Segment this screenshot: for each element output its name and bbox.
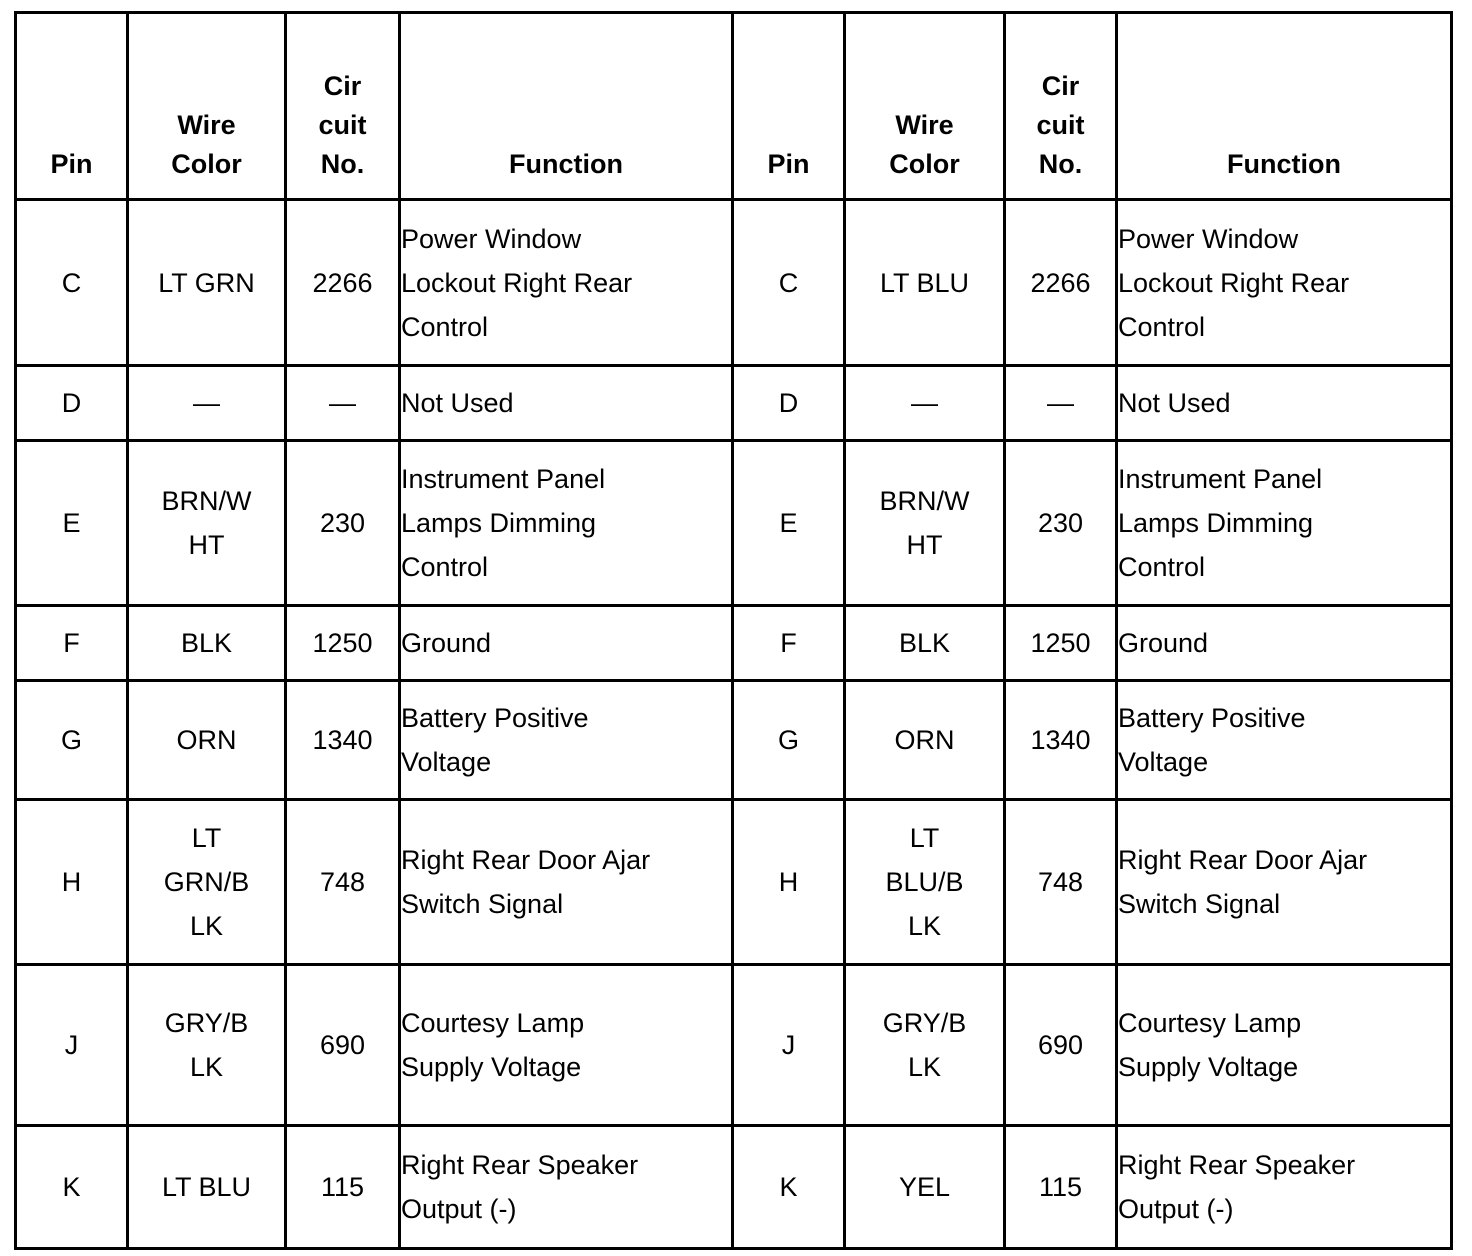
wire-color-cell-right: BLK [845,606,1005,681]
circuit-no-cell-right: 115 [1005,1126,1117,1249]
header-wire-color-right: Wire Color [845,13,1005,200]
circuit-no-cell-right: 690 [1005,965,1117,1126]
pin-cell-right: H [733,800,845,965]
table-row [16,200,1452,366]
wire-color-cell-right: LT BLU [845,200,1005,366]
pin-cell-left: F [16,606,128,681]
header-circuit-no-right: Cir cuit No. [1005,13,1117,200]
circuit-no-cell-left: 1250 [286,606,400,681]
wire-color-cell-left: — [128,366,286,441]
header-wire-color-left: Wire Color [128,13,286,200]
wire-color-cell-right: — [845,366,1005,441]
function-cell-right: Not Used [1117,366,1452,441]
circuit-no-cell-left: 230 [286,441,400,606]
header-function-right: Function [1117,13,1452,200]
circuit-no-cell-right: 1250 [1005,606,1117,681]
table-row [16,800,1452,965]
circuit-no-cell-left: 115 [286,1126,400,1249]
wire-color-cell-left: BRN/W HT [128,441,286,606]
pin-rows [16,200,1452,1249]
circuit-no-cell-left: 690 [286,965,400,1126]
wire-color-cell-left: LT GRN/B LK [128,800,286,965]
header-pin-right: Pin [733,13,845,200]
pin-cell-left: E [16,441,128,606]
pin-cell-right: G [733,681,845,800]
pin-cell-left: D [16,366,128,441]
wire-color-cell-left: GRY/B LK [128,965,286,1126]
function-cell-right: Right Rear Speaker Output (-) [1117,1126,1452,1249]
circuit-no-cell-right: 230 [1005,441,1117,606]
circuit-no-cell-right: 748 [1005,800,1117,965]
table-row [16,681,1452,800]
header-pin-left: Pin [16,13,128,200]
table-row [16,366,1452,441]
pin-cell-right: F [733,606,845,681]
circuit-no-cell-left: 2266 [286,200,400,366]
header-function-left: Function [400,13,733,200]
function-cell-right: Right Rear Door Ajar Switch Signal [1117,800,1452,965]
wire-color-cell-left: ORN [128,681,286,800]
function-cell-left: Courtesy Lamp Supply Voltage [400,965,733,1126]
pin-cell-right: D [733,366,845,441]
table-row [16,441,1452,606]
function-cell-left: Battery Positive Voltage [400,681,733,800]
table-row [16,1126,1452,1249]
function-cell-right: Battery Positive Voltage [1117,681,1452,800]
function-cell-left: Instrument Panel Lamps Dimming Control [400,441,733,606]
pin-cell-right: J [733,965,845,1126]
circuit-no-cell-left: — [286,366,400,441]
circuit-no-cell-right: 1340 [1005,681,1117,800]
circuit-no-cell-left: 1340 [286,681,400,800]
header-circuit-no-left: Cir cuit No. [286,13,400,200]
wire-color-cell-right: BRN/W HT [845,441,1005,606]
pin-cell-left: J [16,965,128,1126]
function-cell-left: Ground [400,606,733,681]
wire-color-cell-left: LT GRN [128,200,286,366]
wire-color-cell-left: LT BLU [128,1126,286,1249]
function-cell-left: Right Rear Speaker Output (-) [400,1126,733,1249]
circuit-no-cell-left: 748 [286,800,400,965]
pin-cell-left: H [16,800,128,965]
pin-cell-right: K [733,1126,845,1249]
function-cell-left: Not Used [400,366,733,441]
function-cell-right: Power Window Lockout Right Rear Control [1117,200,1452,366]
pin-cell-right: C [733,200,845,366]
pin-cell-right: E [733,441,845,606]
wire-color-cell-right: YEL [845,1126,1005,1249]
table-row [16,606,1452,681]
function-cell-left: Power Window Lockout Right Rear Control [400,200,733,366]
wire-color-cell-right: GRY/B LK [845,965,1005,1126]
wire-color-cell-left: BLK [128,606,286,681]
table-row [16,965,1452,1126]
circuit-no-cell-right: — [1005,366,1117,441]
function-cell-left: Right Rear Door Ajar Switch Signal [400,800,733,965]
pin-cell-left: K [16,1126,128,1249]
header-row [16,13,1452,200]
pin-cell-left: C [16,200,128,366]
wire-color-cell-right: ORN [845,681,1005,800]
function-cell-right: Instrument Panel Lamps Dimming Control [1117,441,1452,606]
function-cell-right: Ground [1117,606,1452,681]
connector-pinout-table [14,11,1453,1250]
pin-cell-left: G [16,681,128,800]
function-cell-right: Courtesy Lamp Supply Voltage [1117,965,1452,1126]
circuit-no-cell-right: 2266 [1005,200,1117,366]
wire-color-cell-right: LT BLU/B LK [845,800,1005,965]
